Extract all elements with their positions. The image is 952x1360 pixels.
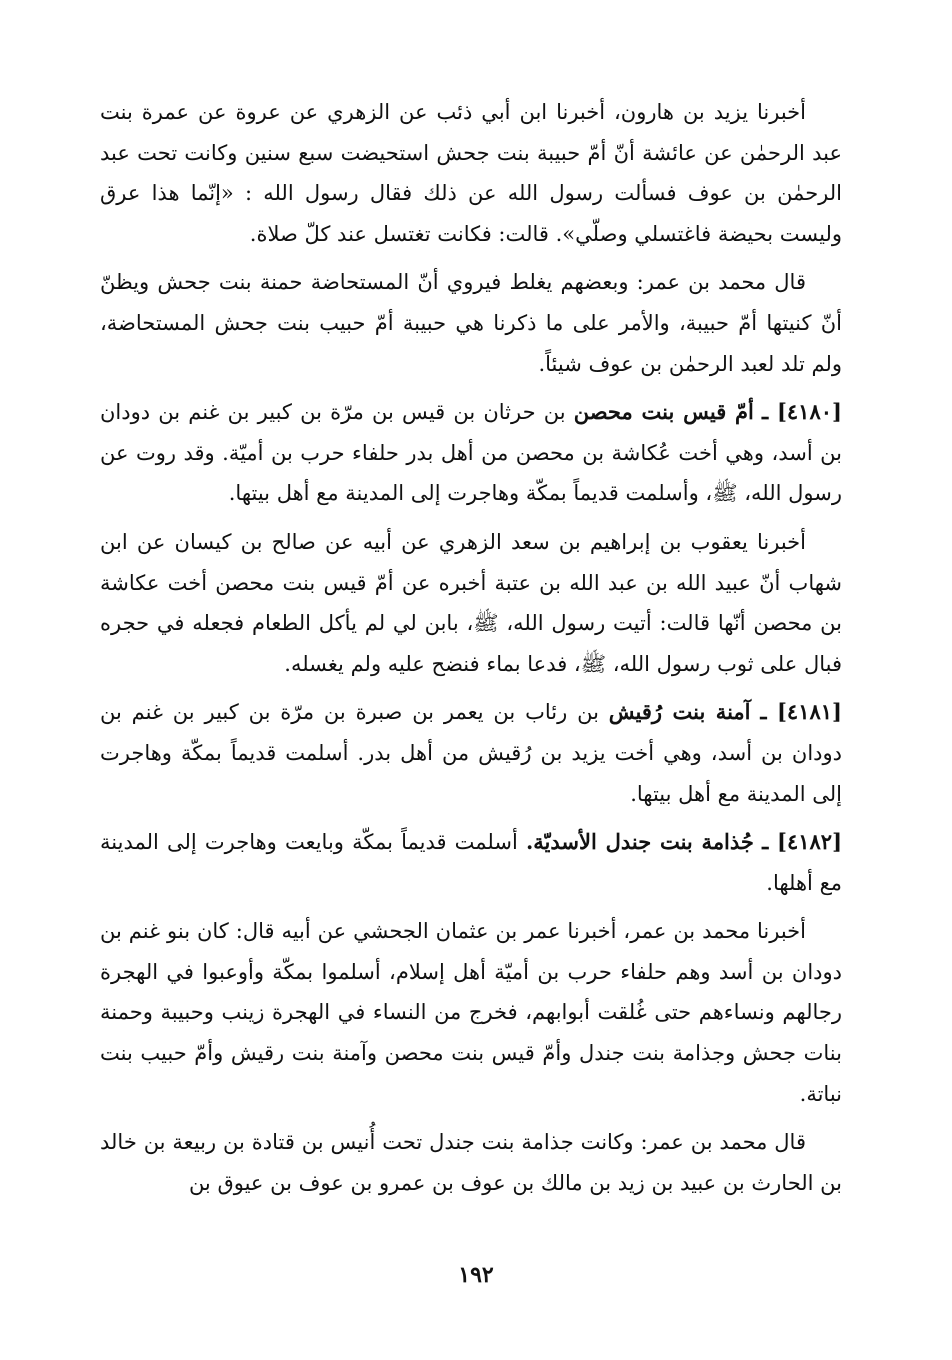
biography-entry (100, 692, 842, 814)
entry-name: آمنة بنت رُقيش (608, 699, 751, 725)
entry-number: [٤١٨٢] ـ (762, 829, 842, 855)
page-number: ١٩٢ (458, 1262, 494, 1288)
entry-text: بن حرثان بن قيس بن مرّة بن كبير بن غنم بن دودان بن أسد، وهي أخت عُكاشة بن محصن من أهل بدر حلفاء حرب بن أميّة. وقد روت عن رسول الله، ﷺ، وأسلمت قديماً بمكّة وهاجرت إلى المدينة مع أهل بيتها. (100, 400, 842, 506)
paragraph: قال محمد بن عمر: وكانت جذامة بنت جندل تحت أُنيس بن قتادة بن ربيعة بن خالد بن الحارث بن عبيد بن زيد بن مالك بن عوف بن عمرو بن عوف بن عيوق بن (100, 1130, 842, 1195)
entry-text: أسلمت قديماً بمكّة وبايعت وهاجرت إلى المدينة مع أهلها. (100, 830, 842, 895)
entry-name: أمّ قيس بنت محصن (573, 399, 754, 425)
paragraph: أخبرنا محمد بن عمر، أخبرنا عمر بن عثمان الجحشي عن أبيه قال: كان بنو غنم بن دودان بن أسد وهم حلفاء حرب بن أميّة أهل إسلام، أسلموا بمكّة وأوعبوا في الهجرة رجالهم ونساءهم حتى غُلقت أبوابهم، فخرج من النساء في الهجرة زينب وحبيبة وحمنة بنات جحش وجذامة بنت جندل وأمّ قيس بنت محصن وآمنة بنت رقيش وأمّ حبيب بنت نباتة. (100, 919, 842, 1106)
paragraph: أخبرنا يزيد بن هارون، أخبرنا ابن أبي ذئب عن الزهري عن عروة عن عمرة بنت عبد الرحمٰن عن عائشة أنّ أمّ حبيبة بنت جحش استحيضت سبع سنين وكانت تحت عبد الرحمٰن بن عوف فسألت رسول الله عن ذلك فقال رسول الله : «إنّما هذا عرق وليست بحيضة فاغتسلي وصلّي». قالت: فكانت تغتسل عند كلّ صلاة. (100, 100, 842, 246)
biography-entry (100, 392, 842, 514)
main-text (100, 92, 842, 1211)
entry-number: [٤١٨٠] ـ (762, 399, 842, 425)
entry-number: [٤١٨١] ـ (760, 699, 842, 725)
paragraph: قال محمد بن عمر: وبعضهم يغلط فيروي أنّ المستحاضة حمنة بنت جحش ويظنّ أنّ كنيتها أمّ حبيبة، والأمر على ما ذكرنا هي حبيبة أمّ حبيب بنت جحش المستحاضة، ولم تلد لعبد الرحمٰن بن عوف شيئاً. (100, 270, 842, 376)
paragraph: أخبرنا يعقوب بن إبراهيم بن سعد الزهري عن أبيه عن صالح بن كيسان عن ابن شهاب أنّ عبيد الله بن عبد الله بن عتبة أخبره عن أمّ قيس بنت محصن أخت عكاشة بن محصن أنّها قالت: أتيت رسول الله، ﷺ، بابن لي لم يأكل الطعام فجعله في حجره فبال على ثوب رسول الله، ﷺ، فدعا بماء فنضح عليه ولم يغسله. (100, 529, 842, 676)
biography-entry (100, 822, 842, 903)
entry-text: بن رئاب بن يعمر بن صبرة بن مرّة بن كبير بن غنم بن دودان بن أسد، وهي أخت يزيد بن رُقيش من أهل بدر. أسلمت قديماً بمكّة وهاجرت إلى المدينة مع أهل بيتها. (100, 700, 842, 806)
entry-name: جُذامة بنت جندل الأسديّة. (525, 829, 754, 855)
